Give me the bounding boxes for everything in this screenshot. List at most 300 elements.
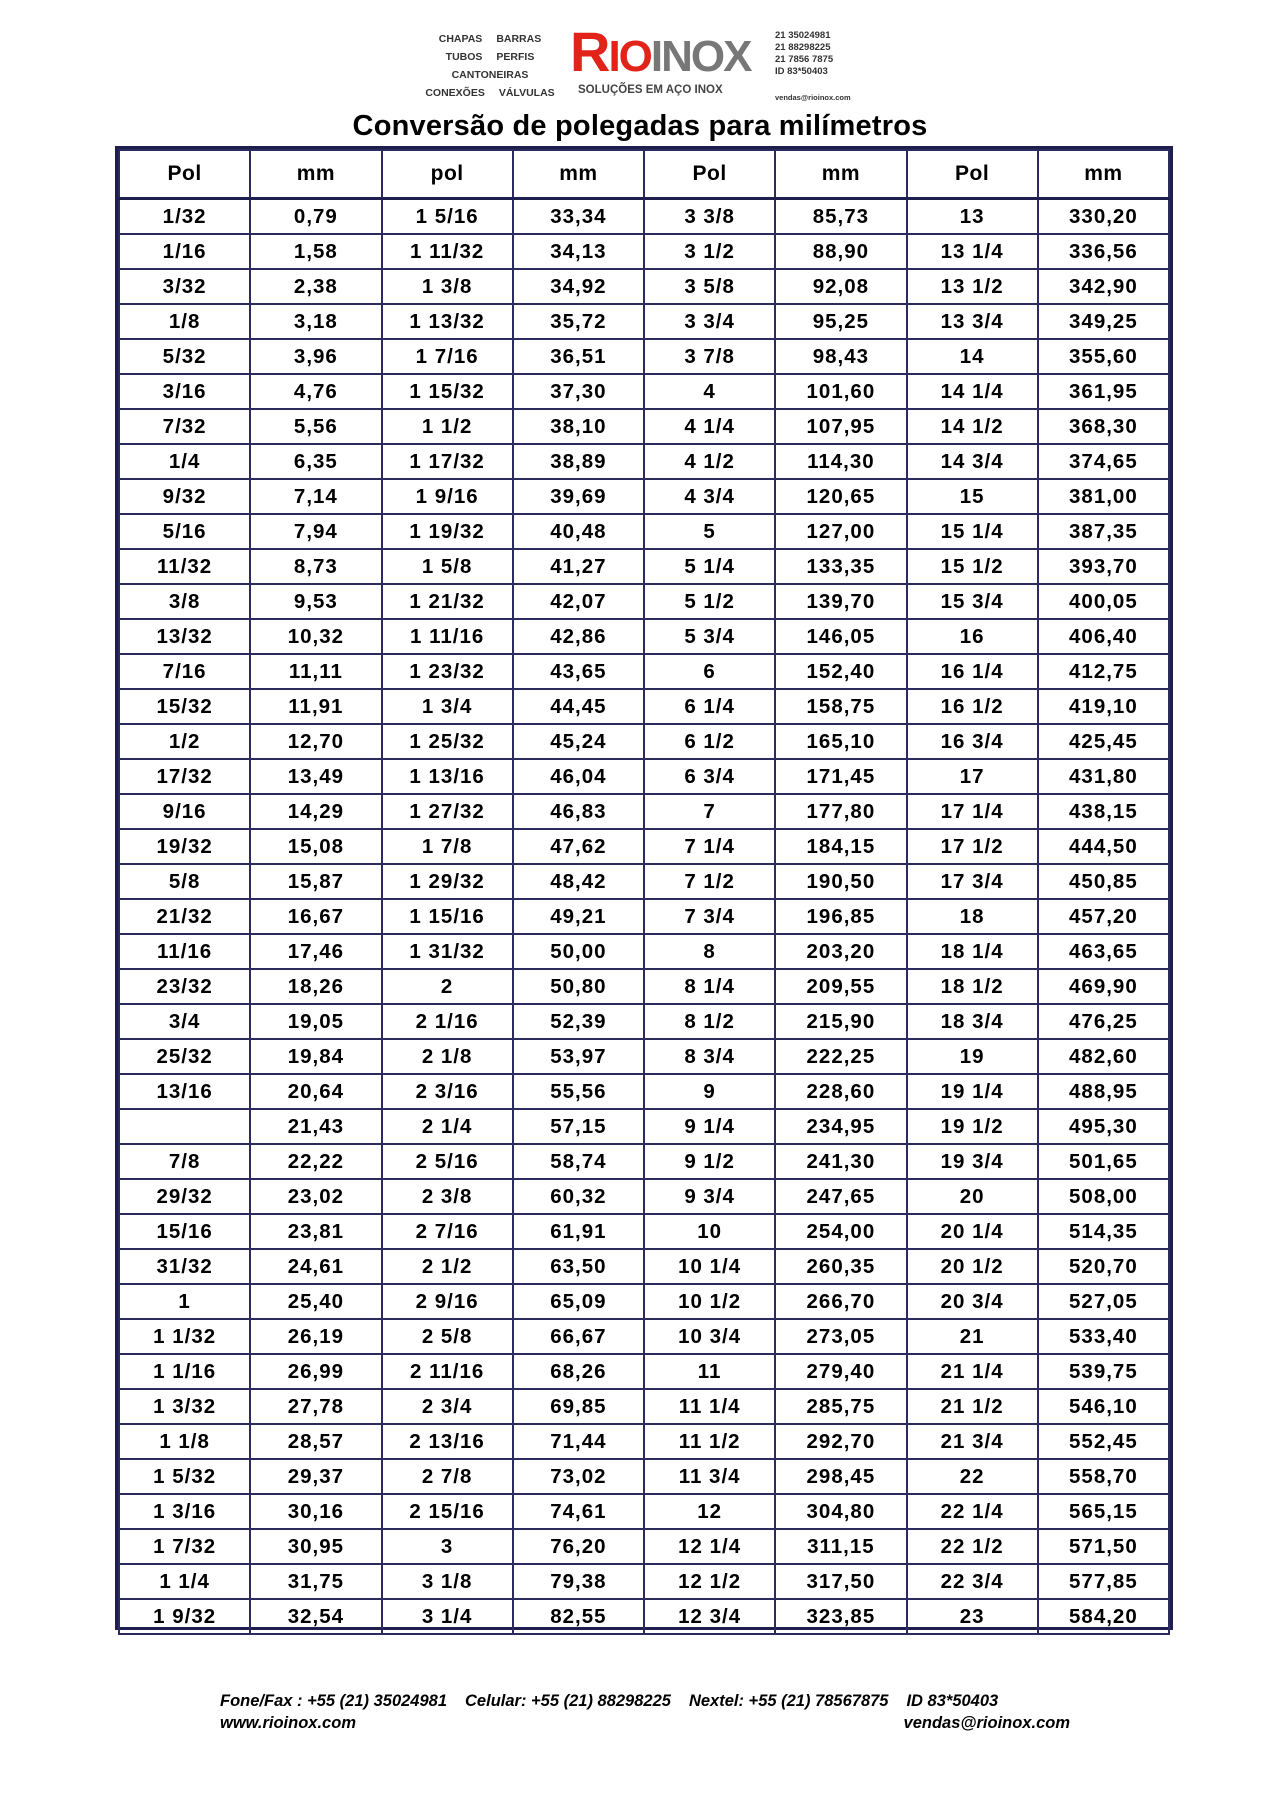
table-body <box>119 199 1169 1635</box>
inch-cell: 13 1/4 <box>907 234 1038 269</box>
mm-cell: 25,40 <box>250 1284 381 1319</box>
inch-cell: 17 <box>907 759 1038 794</box>
mm-cell: 50,80 <box>513 969 644 1004</box>
inch-cell: 14 1/4 <box>907 374 1038 409</box>
inch-cell: 1 11/16 <box>382 619 513 654</box>
mm-cell: 60,32 <box>513 1179 644 1214</box>
inch-cell: 1 15/16 <box>382 899 513 934</box>
inch-cell: 18 <box>907 899 1038 934</box>
table-row <box>119 444 1169 479</box>
page-title: Conversão de polegadas para milímetros <box>352 110 928 142</box>
mm-cell: 539,75 <box>1038 1354 1169 1389</box>
mm-cell: 165,10 <box>775 724 906 759</box>
inch-cell: 1 3/8 <box>382 269 513 304</box>
inch-cell: 22 1/4 <box>907 1494 1038 1529</box>
footer-id: ID 83*50403 <box>906 1692 999 1710</box>
inch-cell: 3 1/2 <box>644 234 775 269</box>
mm-cell: 23,81 <box>250 1214 381 1249</box>
inch-cell: 2 3/8 <box>382 1179 513 1214</box>
inch-cell: 4 1/2 <box>644 444 775 479</box>
mm-cell: 222,25 <box>775 1039 906 1074</box>
mm-cell: 47,62 <box>513 829 644 864</box>
mm-cell: 61,91 <box>513 1214 644 1249</box>
mm-cell: 311,15 <box>775 1529 906 1564</box>
table-row <box>119 1529 1169 1564</box>
inch-cell: 17 1/4 <box>907 794 1038 829</box>
inch-cell: 23 <box>907 1599 1038 1634</box>
mm-cell: 374,65 <box>1038 444 1169 479</box>
inch-cell: 21/32 <box>119 899 250 934</box>
table-row <box>119 1004 1169 1039</box>
mm-cell: 1,58 <box>250 234 381 269</box>
inch-cell: 8 <box>644 934 775 969</box>
inch-cell: 2 1/4 <box>382 1109 513 1144</box>
mm-cell: 0,79 <box>250 199 381 235</box>
inch-cell: 20 1/2 <box>907 1249 1038 1284</box>
inch-cell: 2 5/16 <box>382 1144 513 1179</box>
mm-cell: 552,45 <box>1038 1424 1169 1459</box>
inch-cell: 2 1/2 <box>382 1249 513 1284</box>
product-row <box>425 48 555 66</box>
mm-cell: 7,14 <box>250 479 381 514</box>
mm-cell: 44,45 <box>513 689 644 724</box>
mm-cell: 22,22 <box>250 1144 381 1179</box>
mm-cell: 5,56 <box>250 409 381 444</box>
mm-cell: 20,64 <box>250 1074 381 1109</box>
table-row <box>119 1039 1169 1074</box>
header-phone: 21 35024981 <box>775 30 831 41</box>
mm-cell: 203,20 <box>775 934 906 969</box>
inch-cell: 21 1/4 <box>907 1354 1038 1389</box>
mm-cell: 317,50 <box>775 1564 906 1599</box>
inch-cell: 15/32 <box>119 689 250 724</box>
table-row <box>119 1319 1169 1354</box>
product-item: PERFIS <box>496 51 535 63</box>
mm-cell: 68,26 <box>513 1354 644 1389</box>
mm-cell: 101,60 <box>775 374 906 409</box>
mm-cell: 92,08 <box>775 269 906 304</box>
footer-website: www.rioinox.com <box>220 1714 356 1732</box>
mm-cell: 35,72 <box>513 304 644 339</box>
mm-cell: 171,45 <box>775 759 906 794</box>
inch-cell: 1 3/4 <box>382 689 513 724</box>
mm-cell: 65,09 <box>513 1284 644 1319</box>
mm-cell: 469,90 <box>1038 969 1169 1004</box>
table-row <box>119 339 1169 374</box>
mm-cell: 514,35 <box>1038 1214 1169 1249</box>
mm-cell: 488,95 <box>1038 1074 1169 1109</box>
mm-cell: 45,24 <box>513 724 644 759</box>
mm-cell: 17,46 <box>250 934 381 969</box>
product-item: CONEXÕES <box>425 87 485 99</box>
inch-cell: 1 11/32 <box>382 234 513 269</box>
column-header: Pol <box>119 150 250 199</box>
inch-cell: 3/32 <box>119 269 250 304</box>
mm-cell: 158,75 <box>775 689 906 724</box>
inch-cell: 1 7/16 <box>382 339 513 374</box>
mm-cell: 26,99 <box>250 1354 381 1389</box>
mm-cell: 43,65 <box>513 654 644 689</box>
inch-cell: 2 9/16 <box>382 1284 513 1319</box>
mm-cell: 21,43 <box>250 1109 381 1144</box>
inch-cell: 21 3/4 <box>907 1424 1038 1459</box>
mm-cell: 4,76 <box>250 374 381 409</box>
table-row <box>119 619 1169 654</box>
inch-cell: 3 1/4 <box>382 1599 513 1634</box>
inch-cell: 9 1/2 <box>644 1144 775 1179</box>
inch-cell: 3/16 <box>119 374 250 409</box>
mm-cell: 406,40 <box>1038 619 1169 654</box>
inch-cell: 9/32 <box>119 479 250 514</box>
inch-cell: 3 3/8 <box>644 199 775 235</box>
inch-cell: 1 9/16 <box>382 479 513 514</box>
mm-cell: 387,35 <box>1038 514 1169 549</box>
mm-cell: 57,15 <box>513 1109 644 1144</box>
inch-cell: 3/4 <box>119 1004 250 1039</box>
mm-cell: 73,02 <box>513 1459 644 1494</box>
mm-cell: 298,45 <box>775 1459 906 1494</box>
inch-cell: 14 <box>907 339 1038 374</box>
mm-cell: 82,55 <box>513 1599 644 1634</box>
footer-contacts <box>220 1690 1070 1712</box>
inch-cell: 1 5/16 <box>382 199 513 235</box>
mm-cell: 247,65 <box>775 1179 906 1214</box>
inch-cell: 1 9/32 <box>119 1599 250 1634</box>
inch-cell: 3 7/8 <box>644 339 775 374</box>
inch-cell: 7 1/4 <box>644 829 775 864</box>
mm-cell: 19,84 <box>250 1039 381 1074</box>
table-row <box>119 1179 1169 1214</box>
inch-cell: 1 13/16 <box>382 759 513 794</box>
mm-cell: 66,67 <box>513 1319 644 1354</box>
inch-cell: 2 11/16 <box>382 1354 513 1389</box>
mm-cell: 8,73 <box>250 549 381 584</box>
mm-cell: 85,73 <box>775 199 906 235</box>
table-row <box>119 409 1169 444</box>
inch-cell: 11 <box>644 1354 775 1389</box>
mm-cell: 15,87 <box>250 864 381 899</box>
inch-cell: 21 <box>907 1319 1038 1354</box>
mm-cell: 139,70 <box>775 584 906 619</box>
mm-cell: 49,21 <box>513 899 644 934</box>
inch-cell: 12 1/4 <box>644 1529 775 1564</box>
mm-cell: 53,97 <box>513 1039 644 1074</box>
mm-cell: 565,15 <box>1038 1494 1169 1529</box>
inch-cell: 19 1/4 <box>907 1074 1038 1109</box>
inch-cell: 13 1/2 <box>907 269 1038 304</box>
table-row <box>119 304 1169 339</box>
inch-cell: 29/32 <box>119 1179 250 1214</box>
mm-cell: 419,10 <box>1038 689 1169 724</box>
inch-cell: 3 5/8 <box>644 269 775 304</box>
mm-cell: 292,70 <box>775 1424 906 1459</box>
inch-cell: 2 1/8 <box>382 1039 513 1074</box>
inch-cell: 1 29/32 <box>382 864 513 899</box>
inch-cell: 11 1/4 <box>644 1389 775 1424</box>
conversion-table-frame <box>115 146 1173 1630</box>
mm-cell: 501,65 <box>1038 1144 1169 1179</box>
inch-cell: 17 1/2 <box>907 829 1038 864</box>
inch-cell: 10 <box>644 1214 775 1249</box>
mm-cell: 11,11 <box>250 654 381 689</box>
mm-cell: 9,53 <box>250 584 381 619</box>
mm-cell: 431,80 <box>1038 759 1169 794</box>
mm-cell: 58,74 <box>513 1144 644 1179</box>
mm-cell: 30,16 <box>250 1494 381 1529</box>
mm-cell: 241,30 <box>775 1144 906 1179</box>
mm-cell: 95,25 <box>775 304 906 339</box>
inch-cell: 22 <box>907 1459 1038 1494</box>
mm-cell: 10,32 <box>250 619 381 654</box>
rioinox-logo <box>570 20 751 104</box>
inch-cell: 1 19/32 <box>382 514 513 549</box>
inch-cell: 22 1/2 <box>907 1529 1038 1564</box>
mm-cell: 114,30 <box>775 444 906 479</box>
mm-cell: 355,60 <box>1038 339 1169 374</box>
inch-cell: 8 3/4 <box>644 1039 775 1074</box>
product-row <box>425 84 555 102</box>
table-row <box>119 1109 1169 1144</box>
table-row <box>119 1494 1169 1529</box>
mm-cell: 577,85 <box>1038 1564 1169 1599</box>
inch-cell: 20 1/4 <box>907 1214 1038 1249</box>
inch-cell: 15 3/4 <box>907 584 1038 619</box>
mm-cell: 482,60 <box>1038 1039 1169 1074</box>
mm-cell: 533,40 <box>1038 1319 1169 1354</box>
mm-cell: 184,15 <box>775 829 906 864</box>
mm-cell: 42,86 <box>513 619 644 654</box>
inch-cell: 3 1/8 <box>382 1564 513 1599</box>
table-row <box>119 374 1169 409</box>
mm-cell: 98,43 <box>775 339 906 374</box>
mm-cell: 23,02 <box>250 1179 381 1214</box>
inch-cell <box>119 1109 250 1144</box>
mm-cell: 558,70 <box>1038 1459 1169 1494</box>
inch-cell: 7/32 <box>119 409 250 444</box>
table-row <box>119 934 1169 969</box>
table-row <box>119 1249 1169 1284</box>
product-row <box>425 30 555 48</box>
table-row <box>119 1284 1169 1319</box>
inch-cell: 1 23/32 <box>382 654 513 689</box>
mm-cell: 381,00 <box>1038 479 1169 514</box>
table-row <box>119 794 1169 829</box>
inch-cell: 4 3/4 <box>644 479 775 514</box>
mm-cell: 3,96 <box>250 339 381 374</box>
table-row <box>119 829 1169 864</box>
inch-cell: 1 15/32 <box>382 374 513 409</box>
mm-cell: 304,80 <box>775 1494 906 1529</box>
inch-cell: 1 31/32 <box>382 934 513 969</box>
table-row <box>119 234 1169 269</box>
inch-cell: 15 1/2 <box>907 549 1038 584</box>
inch-cell: 17 3/4 <box>907 864 1038 899</box>
inch-cell: 18 1/4 <box>907 934 1038 969</box>
mm-cell: 336,56 <box>1038 234 1169 269</box>
mm-cell: 450,85 <box>1038 864 1169 899</box>
mm-cell: 48,42 <box>513 864 644 899</box>
inch-cell: 6 <box>644 654 775 689</box>
inch-cell: 2 3/16 <box>382 1074 513 1109</box>
mm-cell: 39,69 <box>513 479 644 514</box>
table-row <box>119 724 1169 759</box>
mm-cell: 400,05 <box>1038 584 1169 619</box>
column-header: mm <box>1038 150 1169 199</box>
mm-cell: 527,05 <box>1038 1284 1169 1319</box>
column-header: Pol <box>907 150 1038 199</box>
mm-cell: 38,89 <box>513 444 644 479</box>
mm-cell: 11,91 <box>250 689 381 724</box>
mm-cell: 46,83 <box>513 794 644 829</box>
inch-cell: 3 <box>382 1529 513 1564</box>
mm-cell: 520,70 <box>1038 1249 1169 1284</box>
inch-cell: 1 3/16 <box>119 1494 250 1529</box>
mm-cell: 457,20 <box>1038 899 1169 934</box>
inch-cell: 2 <box>382 969 513 1004</box>
inch-cell: 19 3/4 <box>907 1144 1038 1179</box>
mm-cell: 55,56 <box>513 1074 644 1109</box>
inch-cell: 16 1/2 <box>907 689 1038 724</box>
table-row <box>119 1564 1169 1599</box>
inch-cell: 8 1/2 <box>644 1004 775 1039</box>
table-row <box>119 199 1169 235</box>
mm-cell: 279,40 <box>775 1354 906 1389</box>
mm-cell: 18,26 <box>250 969 381 1004</box>
inch-cell: 19/32 <box>119 829 250 864</box>
inch-cell: 1 <box>119 1284 250 1319</box>
mm-cell: 19,05 <box>250 1004 381 1039</box>
inch-cell: 2 3/4 <box>382 1389 513 1424</box>
inch-cell: 11/32 <box>119 549 250 584</box>
mm-cell: 444,50 <box>1038 829 1169 864</box>
table-row <box>119 514 1169 549</box>
mm-cell: 13,49 <box>250 759 381 794</box>
header-email: vendas@rioinox.com <box>775 93 851 102</box>
page-footer <box>220 1690 1070 1734</box>
inch-cell: 5/16 <box>119 514 250 549</box>
inch-cell: 6 3/4 <box>644 759 775 794</box>
mm-cell: 88,90 <box>775 234 906 269</box>
inch-cell: 14 1/2 <box>907 409 1038 444</box>
inch-cell: 5/8 <box>119 864 250 899</box>
table-row <box>119 1074 1169 1109</box>
mm-cell: 368,30 <box>1038 409 1169 444</box>
inch-cell: 14 3/4 <box>907 444 1038 479</box>
mm-cell: 342,90 <box>1038 269 1169 304</box>
mm-cell: 40,48 <box>513 514 644 549</box>
mm-cell: 26,19 <box>250 1319 381 1354</box>
inch-cell: 5 1/2 <box>644 584 775 619</box>
table-row <box>119 969 1169 1004</box>
page-header <box>0 22 1280 102</box>
mm-cell: 34,92 <box>513 269 644 304</box>
table-row <box>119 1214 1169 1249</box>
inch-cell: 6 1/2 <box>644 724 775 759</box>
mm-cell: 133,35 <box>775 549 906 584</box>
inch-cell: 8 1/4 <box>644 969 775 1004</box>
inch-cell: 19 <box>907 1039 1038 1074</box>
mm-cell: 42,07 <box>513 584 644 619</box>
mm-cell: 285,75 <box>775 1389 906 1424</box>
header-phone: 21 7856 7875 <box>775 54 834 65</box>
inch-cell: 1 5/8 <box>382 549 513 584</box>
inch-cell: 7 3/4 <box>644 899 775 934</box>
mm-cell: 28,57 <box>250 1424 381 1459</box>
inch-cell: 10 1/4 <box>644 1249 775 1284</box>
product-row <box>425 66 555 84</box>
product-item: CHAPAS <box>438 33 483 45</box>
mm-cell: 33,34 <box>513 199 644 235</box>
inch-cell: 25/32 <box>119 1039 250 1074</box>
mm-cell: 71,44 <box>513 1424 644 1459</box>
inch-cell: 2 1/16 <box>382 1004 513 1039</box>
inch-cell: 10 1/2 <box>644 1284 775 1319</box>
mm-cell: 50,00 <box>513 934 644 969</box>
inch-cell: 1 1/32 <box>119 1319 250 1354</box>
mm-cell: 6,35 <box>250 444 381 479</box>
footer-nextel: Nextel: +55 (21) 78567875 <box>688 1692 889 1710</box>
inch-cell: 1 17/32 <box>382 444 513 479</box>
inch-cell: 2 15/16 <box>382 1494 513 1529</box>
table-row <box>119 1459 1169 1494</box>
mm-cell: 196,85 <box>775 899 906 934</box>
inch-cell: 2 5/8 <box>382 1319 513 1354</box>
inch-cell: 1/16 <box>119 234 250 269</box>
logo-tagline: SOLUÇÕES EM AÇO INOX <box>578 84 723 96</box>
mm-cell: 34,13 <box>513 234 644 269</box>
inch-cell: 7 1/2 <box>644 864 775 899</box>
inch-cell: 10 3/4 <box>644 1319 775 1354</box>
mm-cell: 234,95 <box>775 1109 906 1144</box>
inch-cell: 15 1/4 <box>907 514 1038 549</box>
inch-cell: 2 7/8 <box>382 1459 513 1494</box>
mm-cell: 30,95 <box>250 1529 381 1564</box>
mm-cell: 69,85 <box>513 1389 644 1424</box>
inch-cell: 1 1/4 <box>119 1564 250 1599</box>
table-row <box>119 269 1169 304</box>
inch-cell: 12 3/4 <box>644 1599 775 1634</box>
inch-cell: 9 <box>644 1074 775 1109</box>
table-row <box>119 654 1169 689</box>
mm-cell: 32,54 <box>250 1599 381 1634</box>
inch-cell: 1 7/8 <box>382 829 513 864</box>
inch-cell: 1 1/16 <box>119 1354 250 1389</box>
inch-cell: 31/32 <box>119 1249 250 1284</box>
mm-cell: 74,61 <box>513 1494 644 1529</box>
inch-cell: 9 3/4 <box>644 1179 775 1214</box>
footer-phone: Fone/Fax : +55 (21) 35024981 <box>220 1692 448 1710</box>
inch-cell: 12 1/2 <box>644 1564 775 1599</box>
table-row <box>119 1424 1169 1459</box>
mm-cell: 546,10 <box>1038 1389 1169 1424</box>
inch-cell: 2 13/16 <box>382 1424 513 1459</box>
inch-cell: 11/16 <box>119 934 250 969</box>
inch-cell: 13/32 <box>119 619 250 654</box>
inch-cell: 1 13/32 <box>382 304 513 339</box>
inch-cell: 20 3/4 <box>907 1284 1038 1319</box>
mm-cell: 120,65 <box>775 479 906 514</box>
inch-cell: 1 1/8 <box>119 1424 250 1459</box>
mm-cell: 146,05 <box>775 619 906 654</box>
inch-cell: 5 <box>644 514 775 549</box>
column-header: mm <box>513 150 644 199</box>
table-row <box>119 864 1169 899</box>
inch-cell: 16 1/4 <box>907 654 1038 689</box>
mm-cell: 584,20 <box>1038 1599 1169 1634</box>
header-contact <box>775 30 851 104</box>
mm-cell: 29,37 <box>250 1459 381 1494</box>
inch-cell: 5 1/4 <box>644 549 775 584</box>
